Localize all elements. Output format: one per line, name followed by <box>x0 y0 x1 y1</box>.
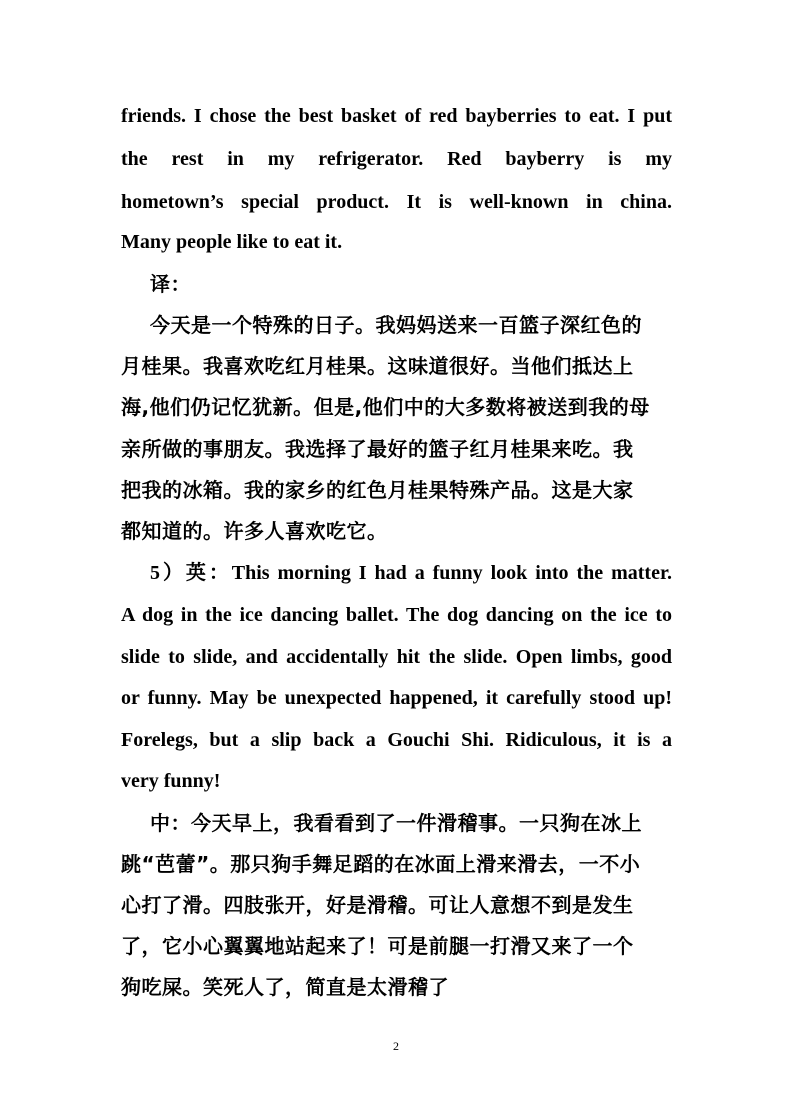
item5-line-3: slide to slide, and accidentally hit the slide. Open limbs, good <box>121 646 672 668</box>
english-line-3: hometown’s special product. It is well-known in china. <box>121 191 672 213</box>
translation-line-4: 亲所做的事朋友。我选择了最好的篮子红月桂果来吃。我 <box>121 437 634 461</box>
translation-line-1: 今天是一个特殊的日子。我妈妈送来一百篮子深红色的 <box>150 313 642 337</box>
item5-chinese-line-5: 狗吃屎。笑死人了，简直是太滑稽了 <box>121 975 449 999</box>
item5-chinese-line-2: 跳“芭蕾”。那只狗手舞足蹈的在冰面上滑来滑去，一不小 <box>121 852 641 876</box>
item5-chinese-line-3: 心打了滑。四肢张开，好是滑稽。可让人意想不到是发生 <box>121 893 634 917</box>
item5-line-1: 5）英：This morning I had a funny look into the matter. <box>150 562 672 584</box>
item5-line-2: A dog in the ice dancing ballet. The dog dancing on the ice to <box>121 604 672 626</box>
translation-line-5: 把我的冰箱。我的家乡的红色月桂果特殊产品。这是大家 <box>121 478 634 502</box>
english-line-2: the rest in my refrigerator. Red bayberry is my <box>121 148 672 170</box>
translation-line-6: 都知道的。许多人喜欢吃它。 <box>121 519 388 543</box>
item5-line-5: Forelegs, but a slip back a Gouchi Shi. Ridiculous, it is a <box>121 729 672 751</box>
english-line-4: Many people like to eat it. <box>121 231 343 253</box>
item5-chinese-line-4: 了，它小心翼翼地站起来了！可是前腿一打滑又来了一个 <box>121 934 634 958</box>
translation-line-3: 海,他们仍记忆犹新。但是,他们中的大多数将被送到我的母 <box>121 395 650 419</box>
item5-chinese-line-1: 中：今天早上，我看看到了一件滑稽事。一只狗在冰上 <box>150 811 642 835</box>
item5-line-6: very funny! <box>121 770 221 792</box>
translation-label: 译： <box>150 272 191 296</box>
item5-line-4: or funny. May be unexpected happened, it carefully stood up! <box>121 687 672 709</box>
page-number: 2 <box>393 1039 399 1053</box>
translation-line-2: 月桂果。我喜欢吃红月桂果。这味道很好。当他们抵达上 <box>121 354 634 378</box>
english-line-1: friends. I chose the best basket of red bayberries to eat. I put <box>121 105 672 127</box>
